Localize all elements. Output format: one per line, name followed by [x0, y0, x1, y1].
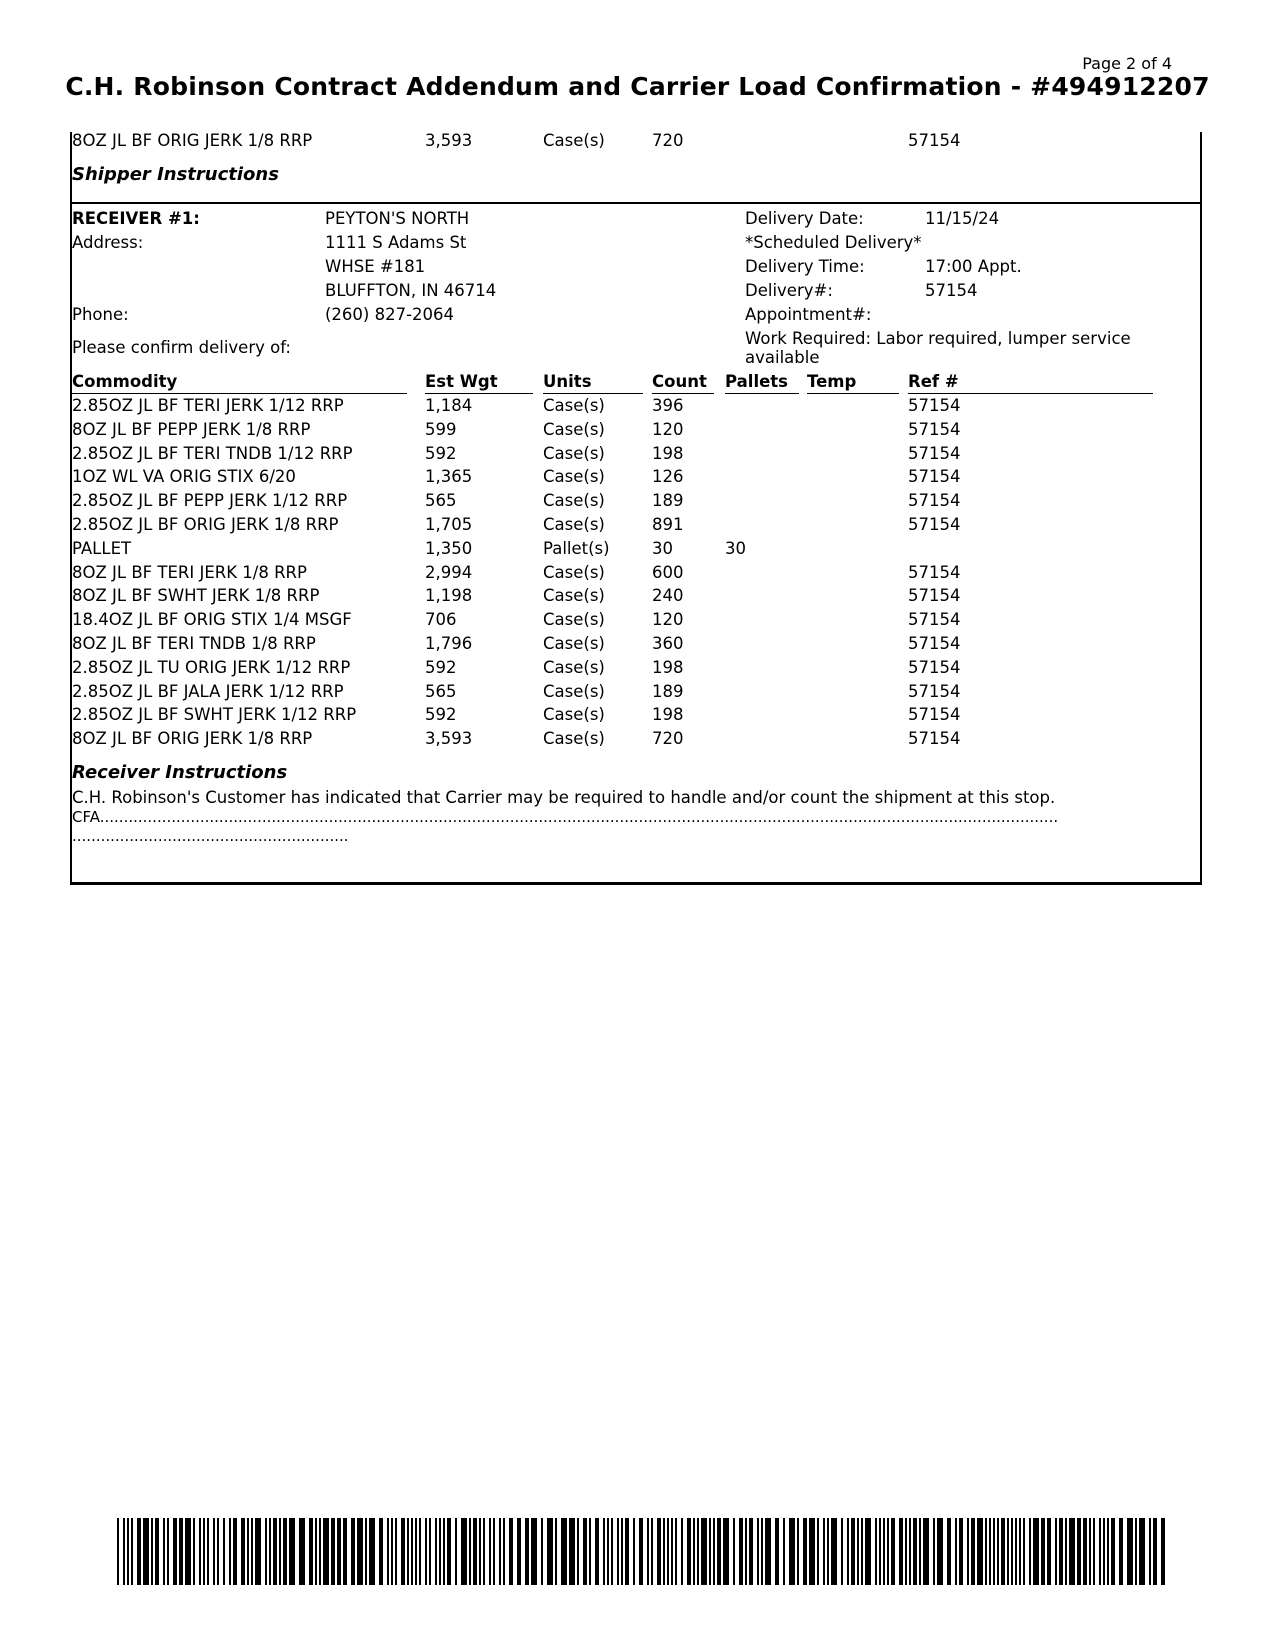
barcode-bar: [1065, 1518, 1067, 1585]
barcode-bar: [419, 1518, 421, 1585]
barcode-bar: [469, 1518, 471, 1585]
cell-ref: 57154: [908, 562, 961, 582]
barcode-bar: [733, 1518, 735, 1585]
barcode-bar: [1015, 1518, 1017, 1585]
cell-units: Case(s): [543, 681, 605, 701]
cell-commodity: 2.85OZ JL BF PEPP JERK 1/12 RRP: [72, 491, 348, 511]
barcode-bar: [1119, 1518, 1123, 1585]
cell-ref: 57154: [908, 515, 961, 534]
barcode-bar: [123, 1518, 125, 1585]
cell-commodity: 2.85OZ JL BF TERI JERK 1/12 RRP: [72, 396, 344, 415]
barcode-bar: [131, 1518, 133, 1585]
barcode-bar: [1135, 1518, 1137, 1585]
barcode-bar: [357, 1518, 363, 1585]
delivery-number-value: 57154: [925, 281, 978, 300]
barcode-bar: [803, 1518, 807, 1585]
barcode-bar: [663, 1518, 665, 1585]
cell-est-wgt: 599: [425, 419, 457, 439]
barcode-bar: [697, 1518, 699, 1585]
cell-commodity: 18.4OZ JL BF ORIG STIX 1/4 MSGF: [72, 610, 352, 630]
barcode-bar: [273, 1518, 277, 1585]
barcode-bar: [269, 1518, 271, 1585]
barcode-bar: [541, 1518, 543, 1585]
barcode-bar: [117, 1518, 119, 1585]
barcode-bar: [283, 1518, 287, 1585]
barcode: [117, 1518, 1167, 1585]
barcode-bar: [1033, 1518, 1039, 1585]
cell-est-wgt: 1,705: [425, 515, 473, 534]
cell-units: Case(s): [543, 705, 605, 725]
barcode-bar: [745, 1518, 747, 1585]
barcode-bar: [343, 1518, 347, 1585]
cell-count: 720: [652, 729, 684, 749]
barcode-bar: [127, 1518, 129, 1585]
barcode-bar: [909, 1518, 911, 1585]
barcode-bar: [387, 1518, 389, 1585]
barcode-bar: [315, 1518, 317, 1585]
cell-est-wgt: 592: [425, 443, 457, 463]
cell-ref: 57154: [908, 657, 961, 677]
barcode-bar: [701, 1518, 707, 1585]
barcode-bar: [1111, 1518, 1115, 1585]
delivery-time-label: Delivery Time:: [745, 257, 865, 276]
barcode-bar: [993, 1518, 995, 1585]
barcode-bar: [1029, 1518, 1031, 1585]
cell-est-wgt: 1,184: [425, 396, 473, 415]
barcode-bar: [797, 1518, 799, 1585]
barcode-bar: [675, 1518, 677, 1585]
appointment-label: Appointment#:: [745, 305, 872, 324]
barcode-bar: [657, 1518, 661, 1585]
barcode-bar: [435, 1518, 437, 1585]
header-ref: Ref #: [908, 372, 1153, 394]
barcode-bar: [589, 1518, 591, 1585]
cell-est-wgt: 592: [425, 705, 457, 725]
carryover-est-wgt: 3,593: [425, 131, 473, 150]
shipper-instructions-heading: Shipper Instructions: [72, 164, 279, 185]
barcode-bar: [651, 1518, 653, 1585]
cell-est-wgt: 3,593: [425, 729, 473, 749]
barcode-bar: [233, 1518, 237, 1585]
barcode-bar: [1139, 1518, 1145, 1585]
carryover-count: 720: [652, 131, 684, 150]
barcode-bar: [831, 1518, 837, 1585]
barcode-bar: [681, 1518, 683, 1585]
barcode-bar: [997, 1518, 999, 1585]
barcode-bar: [1083, 1518, 1087, 1585]
barcode-bar: [493, 1518, 495, 1585]
barcode-bar: [265, 1518, 267, 1585]
barcode-bar: [1055, 1518, 1057, 1585]
barcode-bar: [667, 1518, 669, 1585]
barcode-bar: [425, 1518, 427, 1585]
barcode-bar: [891, 1518, 895, 1585]
barcode-bar: [865, 1518, 871, 1585]
barcode-bar: [905, 1518, 907, 1585]
cell-count: 891: [652, 515, 684, 534]
barcode-bar: [583, 1518, 587, 1585]
cell-commodity: 8OZ JL BF TERI JERK 1/8 RRP: [72, 562, 307, 582]
cell-units: Case(s): [543, 729, 605, 749]
barcode-bar: [959, 1518, 963, 1585]
barcode-bar: [749, 1518, 753, 1585]
barcode-bar: [337, 1518, 341, 1585]
cell-est-wgt: 565: [425, 491, 457, 511]
cell-commodity: 2.85OZ JL BF SWHT JERK 1/12 RRP: [72, 705, 357, 725]
barcode-bar: [561, 1518, 567, 1585]
barcode-bar: [789, 1518, 795, 1585]
barcode-bar: [1077, 1518, 1081, 1585]
barcode-bar: [185, 1518, 191, 1585]
barcode-bar: [155, 1518, 159, 1585]
barcode-bar: [709, 1518, 711, 1585]
barcode-bar: [429, 1518, 431, 1585]
barcode-bar: [851, 1518, 855, 1585]
barcode-bar: [461, 1518, 467, 1585]
barcode-bar: [247, 1518, 249, 1585]
receiver-instructions-heading: Receiver Instructions: [72, 762, 288, 783]
cell-count: 240: [652, 586, 684, 606]
barcode-bar: [407, 1518, 409, 1585]
barcode-bar: [717, 1518, 721, 1585]
delivery-date-label: Delivery Date:: [745, 209, 864, 228]
barcode-bar: [319, 1518, 321, 1585]
cell-count: 600: [652, 562, 684, 582]
header-pallets: Pallets: [725, 372, 799, 394]
cell-ref: 57154: [908, 467, 961, 487]
barcode-bar: [251, 1518, 253, 1585]
barcode-bar: [137, 1518, 141, 1585]
barcode-bar: [783, 1518, 785, 1585]
cell-est-wgt: 2,994: [425, 562, 473, 582]
cell-ref: 57154: [908, 491, 961, 511]
barcode-bar: [179, 1518, 183, 1585]
cell-units: Case(s): [543, 396, 605, 415]
barcode-bar: [279, 1518, 281, 1585]
barcode-bar: [723, 1518, 729, 1585]
address-line-2: WHSE #181: [325, 257, 426, 276]
barcode-bar: [603, 1518, 605, 1585]
barcode-bar: [985, 1518, 987, 1585]
barcode-bar: [569, 1518, 575, 1585]
header-est-wgt: Est Wgt: [425, 372, 533, 394]
barcode-bar: [827, 1518, 829, 1585]
barcode-bar: [875, 1518, 877, 1585]
barcode-bar: [1047, 1518, 1051, 1585]
barcode-bar: [395, 1518, 397, 1585]
barcode-bar: [1041, 1518, 1045, 1585]
barcode-bar: [193, 1518, 195, 1585]
barcode-bar: [879, 1518, 881, 1585]
barcode-bar: [351, 1518, 355, 1585]
barcode-bar: [1089, 1518, 1091, 1585]
barcode-bar: [693, 1518, 695, 1585]
barcode-bar: [857, 1518, 859, 1585]
barcode-bar: [299, 1518, 305, 1585]
receiver-name: PEYTON'S NORTH: [325, 209, 470, 228]
cell-count: 396: [652, 396, 684, 415]
cell-count: 126: [652, 467, 684, 487]
delivery-time-value: 17:00 Appt.: [925, 257, 1022, 276]
cell-est-wgt: 592: [425, 657, 457, 677]
cfa-continuation: ..........................................................: [72, 827, 349, 845]
barcode-bar: [289, 1518, 295, 1585]
barcode-bar: [809, 1518, 815, 1585]
barcode-bar: [947, 1518, 951, 1585]
barcode-bar: [525, 1518, 529, 1585]
receiver-instructions-text: C.H. Robinson's Customer has indicated that Carrier may be required to handle and/or count the shipment at this stop.: [72, 788, 1056, 807]
barcode-bar: [611, 1518, 613, 1585]
barcode-bar: [933, 1518, 935, 1585]
barcode-bar: [883, 1518, 885, 1585]
barcode-bar: [817, 1518, 819, 1585]
carryover-units: Case(s): [543, 131, 605, 150]
barcode-bar: [309, 1518, 313, 1585]
cell-est-wgt: 1,350: [425, 538, 473, 558]
barcode-bar: [531, 1518, 537, 1585]
barcode-bar: [923, 1518, 929, 1585]
barcode-bar: [229, 1518, 231, 1585]
barcode-bar: [1023, 1518, 1025, 1585]
cell-ref: 57154: [908, 634, 961, 653]
barcode-bar: [1001, 1518, 1005, 1585]
cell-commodity: 1OZ WL VA ORIG STIX 6/20: [72, 467, 296, 487]
phone-label: Phone:: [72, 305, 129, 324]
cell-commodity: 8OZ JL BF PEPP JERK 1/8 RRP: [72, 419, 311, 439]
barcode-bar: [473, 1518, 477, 1585]
header-units: Units: [543, 372, 643, 394]
barcode-bar: [1127, 1518, 1133, 1585]
cell-units: Case(s): [543, 443, 605, 463]
cell-ref: 57154: [908, 729, 961, 749]
barcode-bar: [241, 1518, 245, 1585]
cell-commodity: 8OZ JL BF ORIG JERK 1/8 RRP: [72, 729, 313, 749]
cell-units: Pallet(s): [543, 538, 610, 558]
barcode-bar: [207, 1518, 209, 1585]
cell-est-wgt: 1,198: [425, 586, 473, 606]
barcode-bar: [455, 1518, 457, 1585]
page-number: Page 2 of 4: [1082, 54, 1172, 73]
address-label: Address:: [72, 233, 144, 252]
barcode-bar: [323, 1518, 329, 1585]
barcode-bar: [937, 1518, 943, 1585]
barcode-bar: [919, 1518, 921, 1585]
barcode-bar: [401, 1518, 405, 1585]
cell-count: 198: [652, 657, 684, 677]
barcode-bar: [379, 1518, 383, 1585]
cell-pallets: 30: [725, 538, 746, 558]
barcode-bar: [489, 1518, 491, 1585]
cell-count: 198: [652, 705, 684, 725]
cell-commodity: 2.85OZ JL BF ORIG JERK 1/8 RRP: [72, 515, 339, 534]
barcode-bar: [1149, 1518, 1151, 1585]
barcode-bar: [823, 1518, 825, 1585]
barcode-bar: [173, 1518, 177, 1585]
cell-units: Case(s): [543, 657, 605, 677]
barcode-bar: [365, 1518, 367, 1585]
barcode-bar: [899, 1518, 903, 1585]
cell-ref: 57154: [908, 681, 961, 701]
barcode-bar: [633, 1518, 635, 1585]
barcode-bar: [971, 1518, 975, 1585]
barcode-bar: [203, 1518, 205, 1585]
barcode-bar: [151, 1518, 153, 1585]
barcode-bar: [1107, 1518, 1109, 1585]
barcode-bar: [841, 1518, 843, 1585]
barcode-bar: [483, 1518, 485, 1585]
barcode-bar: [1103, 1518, 1105, 1585]
barcode-bar: [955, 1518, 957, 1585]
barcode-bar: [499, 1518, 501, 1585]
cell-count: 189: [652, 491, 684, 511]
cell-ref: 57154: [908, 705, 961, 725]
barcode-bar: [967, 1518, 969, 1585]
cell-commodity: 2.85OZ JL TU ORIG JERK 1/12 RRP: [72, 657, 351, 677]
barcode-bar: [989, 1518, 991, 1585]
barcode-bar: [1019, 1518, 1021, 1585]
barcode-bar: [213, 1518, 215, 1585]
barcode-bar: [713, 1518, 715, 1585]
cell-ref: 57154: [908, 419, 961, 439]
barcode-bar: [687, 1518, 691, 1585]
barcode-bar: [503, 1518, 505, 1585]
work-required: Work Required: Labor required, lumper service available: [745, 329, 1131, 367]
cell-commodity: 8OZ JL BF SWHT JERK 1/8 RRP: [72, 586, 320, 606]
barcode-bar: [617, 1518, 619, 1585]
barcode-bar: [1099, 1518, 1101, 1585]
barcode-bar: [1093, 1518, 1095, 1585]
cell-commodity: PALLET: [72, 538, 132, 558]
barcode-bar: [217, 1518, 219, 1585]
barcode-bar: [447, 1518, 451, 1585]
cell-est-wgt: 1,365: [425, 467, 473, 487]
scheduled-delivery-note: *Scheduled Delivery*: [745, 233, 922, 252]
cfa-line: CFA.........................................................................................................................................................................................................: [72, 808, 1059, 826]
cell-est-wgt: 1,796: [425, 634, 473, 653]
barcode-bar: [1161, 1518, 1165, 1585]
barcode-bar: [199, 1518, 201, 1585]
cell-units: Case(s): [543, 515, 605, 534]
cell-count: 120: [652, 610, 684, 630]
header-count: Count: [652, 372, 714, 394]
barcode-bar: [647, 1518, 649, 1585]
cell-units: Case(s): [543, 586, 605, 606]
cell-units: Case(s): [543, 491, 605, 511]
barcode-bar: [607, 1518, 609, 1585]
barcode-bar: [739, 1518, 743, 1585]
barcode-bar: [671, 1518, 673, 1585]
cell-units: Case(s): [543, 634, 605, 653]
cell-commodity: 2.85OZ JL BF JALA JERK 1/12 RRP: [72, 681, 344, 701]
barcode-bar: [443, 1518, 445, 1585]
receiver-label: RECEIVER #1:: [72, 209, 200, 228]
address-line-1: 1111 S Adams St: [325, 233, 467, 252]
barcode-bar: [163, 1518, 165, 1585]
header-commodity: Commodity: [72, 372, 407, 394]
cell-count: 360: [652, 634, 684, 653]
delivery-number-label: Delivery#:: [745, 281, 833, 300]
barcode-bar: [439, 1518, 441, 1585]
barcode-bar: [369, 1518, 375, 1585]
address-line-3: BLUFFTON, IN 46714: [325, 281, 497, 300]
barcode-bar: [255, 1518, 261, 1585]
cell-count: 30: [652, 538, 673, 558]
barcode-bar: [509, 1518, 513, 1585]
barcode-bar: [1007, 1518, 1009, 1585]
barcode-bar: [1059, 1518, 1063, 1585]
cell-est-wgt: 706: [425, 610, 457, 630]
cell-units: Case(s): [543, 562, 605, 582]
cell-count: 189: [652, 681, 684, 701]
cell-ref: 57154: [908, 443, 961, 463]
cell-commodity: 8OZ JL BF TERI TNDB 1/8 RRP: [72, 634, 316, 653]
barcode-bar: [547, 1518, 553, 1585]
cell-commodity: 2.85OZ JL BF TERI TNDB 1/12 RRP: [72, 443, 353, 463]
barcode-bar: [517, 1518, 521, 1585]
cell-ref: 57154: [908, 586, 961, 606]
barcode-bar: [555, 1518, 557, 1585]
barcode-bar: [411, 1518, 413, 1585]
phone-value: (260) 827-2064: [325, 305, 455, 324]
carryover-commodity: 8OZ JL BF ORIG JERK 1/8 RRP: [72, 131, 313, 150]
barcode-bar: [1011, 1518, 1013, 1585]
barcode-bar: [1069, 1518, 1075, 1585]
barcode-bar: [639, 1518, 643, 1585]
cell-units: Case(s): [543, 467, 605, 487]
barcode-bar: [775, 1518, 779, 1585]
barcode-bar: [621, 1518, 623, 1585]
cell-ref: 57154: [908, 610, 961, 630]
barcode-bar: [479, 1518, 481, 1585]
barcode-bar: [577, 1518, 579, 1585]
cell-count: 120: [652, 419, 684, 439]
barcode-bar: [595, 1518, 599, 1585]
page-title: C.H. Robinson Contract Addendum and Carrier Load Confirmation - #494912207: [65, 72, 1210, 101]
barcode-bar: [391, 1518, 393, 1585]
barcode-bar: [765, 1518, 771, 1585]
barcode-bar: [977, 1518, 983, 1585]
barcode-bar: [167, 1518, 169, 1585]
barcode-bar: [143, 1518, 149, 1585]
header-temp: Temp: [807, 372, 899, 394]
carryover-ref: 57154: [908, 131, 961, 150]
barcode-bar: [625, 1518, 629, 1585]
barcode-bar: [761, 1518, 763, 1585]
cell-units: Case(s): [543, 419, 605, 439]
barcode-bar: [887, 1518, 889, 1585]
cell-ref: 57154: [908, 396, 961, 415]
cell-units: Case(s): [543, 610, 605, 630]
barcode-bar: [861, 1518, 863, 1585]
barcode-bar: [331, 1518, 335, 1585]
delivery-date-value: 11/15/24: [925, 209, 1000, 228]
barcode-bar: [415, 1518, 417, 1585]
barcode-bar: [1153, 1518, 1157, 1585]
barcode-bar: [757, 1518, 759, 1585]
cell-est-wgt: 565: [425, 681, 457, 701]
barcode-bar: [847, 1518, 849, 1585]
barcode-bar: [913, 1518, 917, 1585]
cell-count: 198: [652, 443, 684, 463]
confirm-delivery-text: Please confirm delivery of:: [72, 338, 291, 357]
barcode-bar: [223, 1518, 225, 1585]
